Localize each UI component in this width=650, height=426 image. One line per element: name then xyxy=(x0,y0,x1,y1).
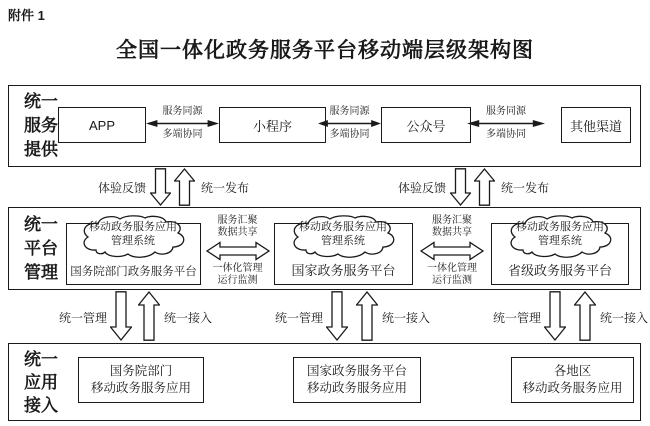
access-label: 统一接入 xyxy=(164,311,213,325)
feedback-label: 体验反馈 xyxy=(97,181,146,195)
hollow-down-arrow-icon xyxy=(150,168,171,206)
service-sync-connector xyxy=(467,106,545,141)
diagram-title: 全国一体化政务服务平台移动端层级架构图 xyxy=(116,38,534,62)
sync-label-top: 服务同源 xyxy=(162,106,203,117)
hollow-down-arrow-icon xyxy=(326,291,348,341)
cloud-system-label: 移动政务服务应用 管理系统 xyxy=(89,221,177,247)
band-platform xyxy=(8,207,641,290)
manage-label: 统一管理 xyxy=(274,311,323,325)
feedback-label: 体验反馈 xyxy=(397,181,446,195)
hollow-down-arrow-icon xyxy=(450,168,471,206)
hollow-double-arrow-icon xyxy=(420,241,484,261)
hollow-up-arrow-icon xyxy=(174,168,195,206)
hollow-down-arrow-icon xyxy=(110,291,132,341)
sync-label-top: 服务同源 xyxy=(486,106,526,117)
service-sync-connector xyxy=(146,106,219,141)
platform-name: 国家政务服务平台 xyxy=(291,263,396,278)
thin-double-arrow-icon xyxy=(146,119,219,128)
app-box-state-council: 国务院部门 移动政务服务应用 xyxy=(78,357,204,403)
aggregation-connector: 服务汇聚 数据共享 一体化管理 运行监测 xyxy=(201,215,274,287)
thin-double-arrow-icon xyxy=(467,119,545,128)
access-label: 统一接入 xyxy=(382,311,431,325)
hollow-up-arrow-icon xyxy=(574,291,596,341)
attachment-label: 附件 1 xyxy=(8,8,45,23)
hollow-up-arrow-icon xyxy=(474,168,495,206)
publish-label: 统一发布 xyxy=(201,181,250,195)
cloud-system-label: 移动政务服务应用 管理系统 xyxy=(516,221,604,247)
service-sync-connector xyxy=(318,106,381,141)
platform-name: 国务院部门政务服务平台 xyxy=(70,266,197,278)
sync-label-bottom: 多端协同 xyxy=(486,129,526,140)
hollow-up-arrow-icon xyxy=(356,291,378,341)
hollow-down-arrow-icon xyxy=(544,291,566,341)
sync-label-bottom: 多端协同 xyxy=(162,129,203,140)
publish-label: 统一发布 xyxy=(501,181,550,195)
band-service xyxy=(8,85,641,167)
band-service-label: 统一 服务 提供 xyxy=(24,92,58,159)
hollow-up-arrow-icon xyxy=(138,291,160,341)
platform-name: 省级政务服务平台 xyxy=(507,263,612,278)
band-application-label: 统一 应用 接入 xyxy=(24,350,58,415)
hollow-double-arrow-icon xyxy=(206,241,270,261)
cloud-system-label: 移动政务服务应用 管理系统 xyxy=(299,221,387,247)
thin-double-arrow-icon xyxy=(318,119,381,128)
channel-box-official-account: 公众号 xyxy=(381,107,471,143)
channel-box-app: APP xyxy=(58,107,146,143)
sync-label-top: 服务同源 xyxy=(329,106,370,117)
band-application xyxy=(8,343,641,421)
app-box-regional: 各地区 移动政务服务应用 xyxy=(511,357,634,403)
channel-box-other: 其他渠道 xyxy=(561,107,631,143)
manage-label: 统一管理 xyxy=(58,311,107,325)
band-platform-label: 统一 平台 管理 xyxy=(24,215,58,282)
app-box-national: 国家政务服务平台 移动政务服务应用 xyxy=(293,357,421,403)
aggregation-connector: 服务汇聚 数据共享 一体化管理 运行监测 xyxy=(413,215,491,287)
channel-box-miniprogram: 小程序 xyxy=(219,107,326,143)
access-label: 统一接入 xyxy=(600,311,649,325)
manage-label: 统一管理 xyxy=(492,311,541,325)
sync-label-bottom: 多端协同 xyxy=(329,129,370,140)
